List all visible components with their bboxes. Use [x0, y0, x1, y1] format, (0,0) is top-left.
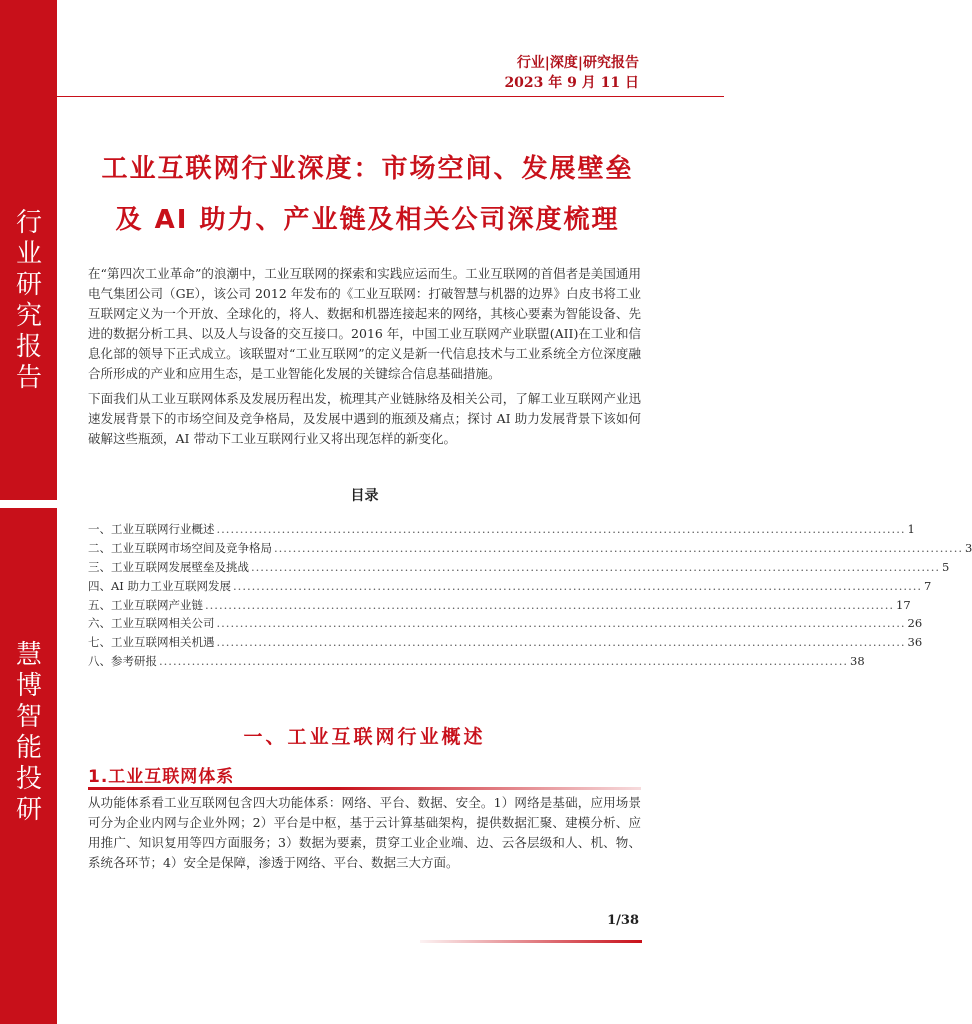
toc-item-label: 一、工业互联网行业概述	[88, 522, 215, 536]
toc-item-label: 五、工业互联网产业链	[88, 597, 203, 612]
toc-leader-dots: ....................................................................................................................................................	[216, 635, 906, 650]
intro-paragraph-1: 在“第四次工业革命”的浪潮中，工业互联网的探索和实践应运而生。工业互联网的首倡者是美国通用电气集团公司（GE），该公司 2012 年发布的《工业互联网：打破智慧与机器的边界》白皮书将工业互联网定义为一个开放、全球化的，将人、数据和机器连接起来的网络，其核心要素为智能设备、先进的数据分析工具、以及人与设备的交互接口。2016 年，中国工业互联网产业联盟(AII)在工业和信息化部的领导下正式成立。该联盟对“工业互联网”的定义是新一代信息技术与工业系统全方位深度融合所形成的产业和应用生态，是工业智能化发展的关键综合信息基础措施。	[88, 266, 641, 381]
toc-leader-dots: ....................................................................................................................................................	[251, 559, 941, 574]
sidebar-report-type-label: 行业研究报告	[15, 208, 42, 393]
toc-item[interactable]	[88, 653, 865, 672]
section-heading: 一、工业互联网行业概述	[243, 726, 486, 748]
toc-item-page: 3	[965, 540, 972, 555]
toc-leader-dots: ....................................................................................................................................................	[216, 522, 906, 536]
sidebar-divider	[0, 500, 57, 508]
toc-item-page: 26	[907, 616, 923, 631]
subsection-heading: 1.工业互联网体系	[88, 767, 235, 787]
toc-item-label: 二、工业互联网市场空间及竞争格局	[88, 540, 272, 555]
toc-item-label: 七、工业互联网相关机遇	[88, 635, 215, 650]
toc-item-label: 三、工业互联网发展壁垒及挑战	[88, 559, 249, 574]
toc-item-label: 六、工业互联网相关公司	[88, 616, 215, 631]
toc-item[interactable]	[88, 559, 950, 578]
toc-item[interactable]	[88, 540, 972, 559]
subsection-underline	[88, 787, 641, 790]
toc-item[interactable]	[88, 615, 923, 634]
sidebar-brand-label: 慧博智能投研	[15, 640, 42, 825]
toc-item-label: 八、参考研报	[88, 654, 157, 669]
toc-item-page: 5	[942, 559, 950, 574]
page-number: 1/38	[607, 913, 639, 928]
toc-item-page: 7	[924, 578, 932, 593]
report-title-line1: 工业互联网行业深度：市场空间、发展壁垒	[101, 154, 634, 184]
report-category: 行业|深度|研究报告	[516, 55, 639, 71]
report-title-line2: 及 AI 助力、产业链及相关公司深度梳理	[115, 205, 620, 235]
toc-item[interactable]	[88, 597, 911, 616]
toc-leader-dots: ....................................................................................................................................................	[233, 578, 923, 593]
section-paragraph: 从功能体系看工业互联网包含四大功能体系：网络、平台、数据、安全。1）网络是基础，应用场景可分为企业内网与企业外网；2）平台是中枢，基于云计算基础架构，提供数据汇聚、建模分析、应用推广、知识复用等四方面服务；3）数据为要素，贯穿工业企业端、边、云各层级和人、机、物、系统各环节；4）安全是保障，渗透于网络、平台、数据三大方面。	[88, 795, 641, 870]
toc-title: 目录	[350, 488, 379, 504]
sidebar-band	[0, 0, 57, 1024]
toc-item[interactable]	[88, 634, 923, 653]
toc-item-page: 17	[896, 597, 911, 612]
toc-leader-dots: ....................................................................................................................................................	[159, 654, 849, 669]
toc-item-page: 1	[907, 522, 915, 536]
toc-item-page: 36	[907, 635, 923, 650]
toc-item[interactable]	[88, 521, 915, 540]
report-date: 2023 年 9 月 11 日	[504, 75, 639, 91]
toc-item-page: 38	[850, 654, 865, 669]
toc-item[interactable]	[88, 578, 932, 597]
header-divider	[57, 96, 724, 97]
toc-leader-dots: ....................................................................................................................................................	[274, 540, 964, 555]
table-of-contents	[88, 521, 972, 672]
footer-accent-line	[420, 940, 642, 943]
toc-item-label: 四、AI 助力工业互联网发展	[88, 578, 232, 593]
toc-leader-dots: ....................................................................................................................................................	[205, 597, 895, 612]
toc-leader-dots: ....................................................................................................................................................	[216, 616, 906, 631]
intro-paragraph-2: 下面我们从工业互联网体系及发展历程出发，梳理其产业链脉络及相关公司，了解工业互联网产业迅速发展背景下的市场空间及竞争格局，及发展中遇到的瓶颈及痛点；探讨 AI 助力发展背景下该如何破解这些瓶颈，AI 带动下工业互联网行业又将出现怎样的新变化。	[88, 391, 641, 446]
